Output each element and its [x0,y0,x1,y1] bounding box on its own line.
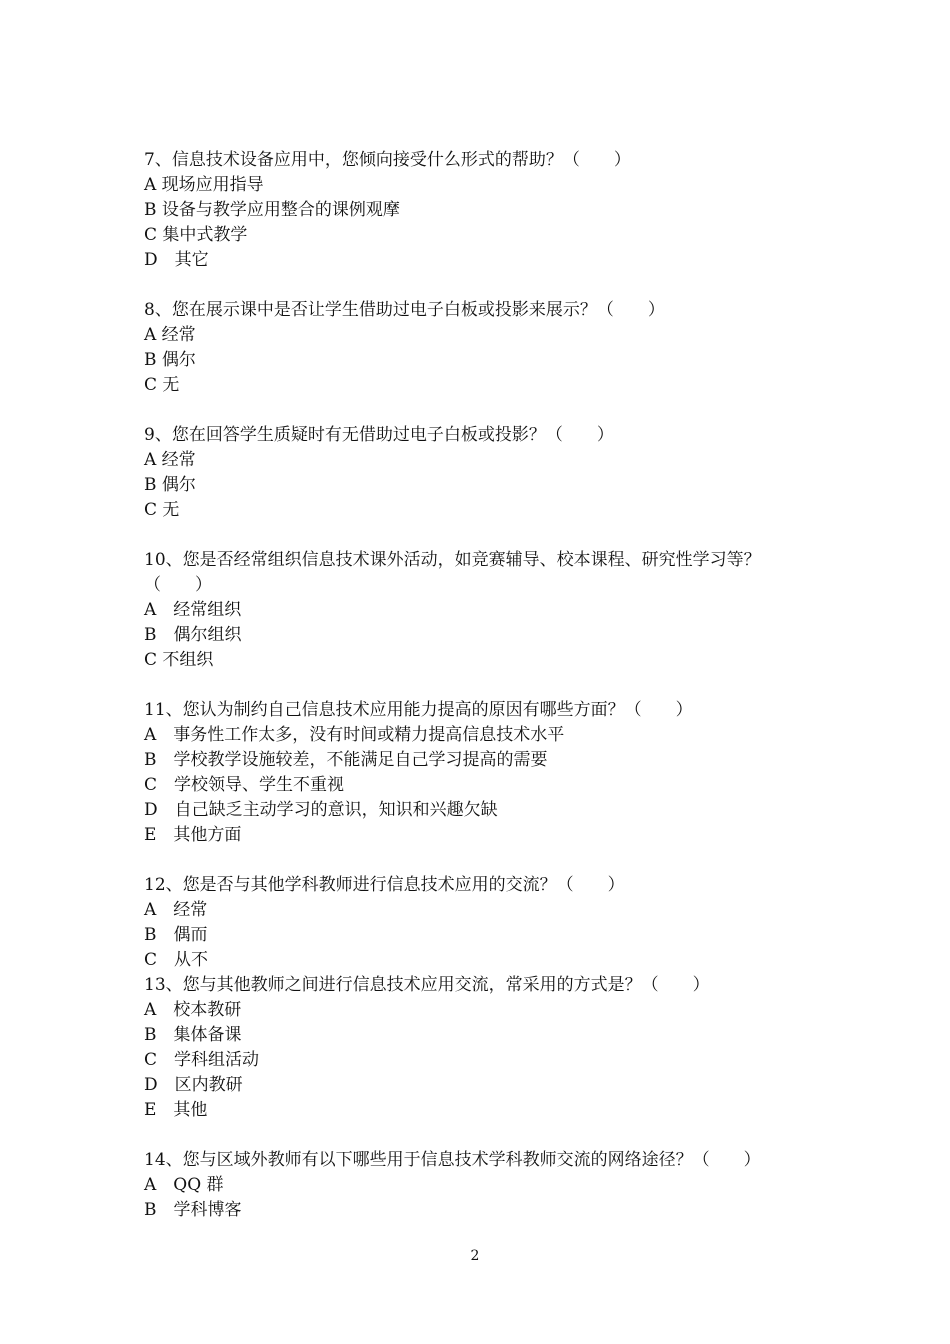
question-12 [144,873,816,973]
page-number: 2 [470,1248,480,1264]
document-body [144,148,816,1223]
question-10 [144,548,816,673]
question-text: 11、您认为制约自己信息技术应用能力提高的原因有哪些方面？（ ） [144,700,693,720]
option-a: A 现场应用指导 [144,175,264,195]
option-b: B 集体备课 [144,1025,242,1045]
question-text: 8、您在展示课中是否让学生借助过电子白板或投影来展示？（ ） [144,300,665,320]
option-c: C 不组织 [144,650,214,670]
question-text: 13、您与其他教师之间进行信息技术应用交流，常采用的方式是？（ ） [144,975,710,995]
option-b: B 学校教学设施较差，不能满足自己学习提高的需要 [144,750,548,770]
option-b: B 偶而 [144,925,208,945]
option-a: A QQ 群 [144,1175,224,1195]
option-a: A 经常 [144,450,196,470]
option-a: A 经常组织 [144,600,242,620]
option-c: C 无 [144,500,180,520]
option-d: D 区内教研 [144,1075,243,1095]
question-text: 14、您与区域外教师有以下哪些用于信息技术学科教师交流的网络途径？（ ） [144,1150,761,1170]
option-e: E 其他方面 [144,825,242,845]
option-e: E 其他 [144,1100,208,1120]
option-b: B 偶尔 [144,475,196,495]
option-d: D 其它 [144,250,209,270]
option-b: B 设备与教学应用整合的课例观摩 [144,200,400,220]
option-c: C 从不 [144,950,209,970]
question-9 [144,423,816,523]
option-c: C 集中式教学 [144,225,248,245]
question-8 [144,298,816,398]
option-c: C 学校领导、学生不重视 [144,775,345,795]
question-11 [144,698,816,848]
option-a: A 经常 [144,900,208,920]
option-b: B 偶尔 [144,350,196,370]
option-c: C 无 [144,375,180,395]
option-b: B 偶尔组织 [144,625,242,645]
question-13 [144,973,816,1123]
option-c: C 学科组活动 [144,1050,260,1070]
option-a: A 事务性工作太多，没有时间或精力提高信息技术水平 [144,725,565,745]
option-a: A 校本教研 [144,1000,242,1020]
question-14 [144,1148,816,1223]
question-7 [144,148,816,273]
option-a: A 经常 [144,325,196,345]
question-text: 9、您在回答学生质疑时有无借助过电子白板或投影？（ ） [144,425,614,445]
option-b: B 学科博客 [144,1200,242,1220]
option-d: D 自己缺乏主动学习的意识，知识和兴趣欠缺 [144,800,498,820]
question-text: 7、信息技术设备应用中，您倾向接受什么形式的帮助？（ ） [144,150,631,170]
question-text: 10、您是否经常组织信息技术课外活动，如竞赛辅导、校本课程、研究性学习等？（ ） [144,550,761,595]
question-text: 12、您是否与其他学科教师进行信息技术应用的交流？（ ） [144,875,625,895]
